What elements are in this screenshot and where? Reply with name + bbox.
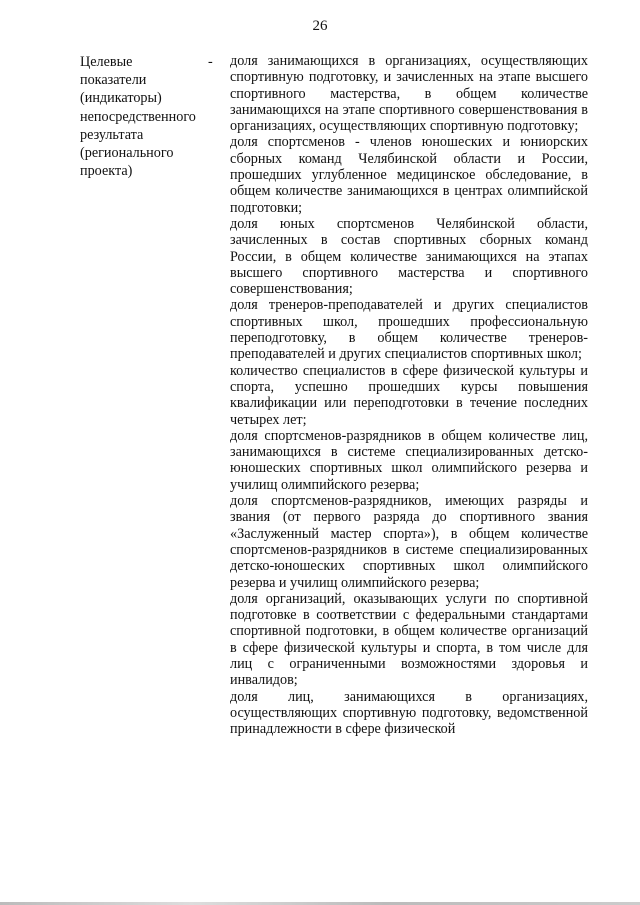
indicator-item: количество специалистов в сфере физической культуры и спорта, успешно прошедших курсы повышения квалификации или переподготовки в течение последних четырех лет;	[230, 362, 588, 428]
indicator-item: доля юных спортсменов Челябинской области, зачисленных в состав спортивных сборных команд России, в общем количестве занимающихся на этапах высшего спортивного мастерства и спортивного совершенствования;	[230, 215, 588, 298]
heading-dash: -	[208, 54, 213, 70]
heading-line: непосредственного	[80, 108, 196, 125]
indicator-item: доля лиц, занимающихся в организациях, осуществляющих спортивную подготовку, ведомственной принадлежности в сфере физической	[230, 688, 588, 738]
indicator-item: доля спортсменов-разрядников, имеющих разряды и звания (от первого разряда до спортивного звания «Заслуженный мастер спорта»), в общем количестве спортсменов-разрядников в системе специализированных детско-юношеских спортивных школ олимпийского резерва и училищ олимпийского резерва;	[230, 493, 588, 591]
indicator-item: доля тренеров-преподавателей и других специалистов спортивных школ, прошедших профессиональную переподготовку, в общем количестве тренеров-преподавателей и других специалистов спортивных школ;	[230, 297, 588, 363]
page-number: 26	[312, 18, 328, 34]
heading-line: показатели	[80, 72, 147, 89]
heading-line: Целевые	[80, 54, 133, 70]
indicator-heading	[80, 53, 208, 180]
heading-line: результата	[80, 126, 144, 143]
heading-line: (индикаторы)	[80, 90, 162, 107]
heading-line: проекта)	[80, 163, 133, 180]
indicator-item: доля спортсменов-разрядников в общем количестве лиц, занимающихся в системе специализированных детско-юношеских спортивных школ олимпийского резерва и училищ олимпийского резерва;	[230, 427, 588, 493]
heading-line: (регионального	[80, 145, 174, 162]
indicator-item: доля организаций, оказывающих услуги по спортивной подготовке в соответствии с федеральными стандартами спортивной подготовки, в общем количестве организаций в сфере физической культуры и спорта, в том числе для лиц с ограниченными возможностями здоровья и инвалидов;	[230, 590, 588, 689]
indicator-item: доля занимающихся в организациях, осуществляющих спортивную подготовку, и зачисленных на этапе высшего спортивного мастерства, в общем количестве занимающихся на этапе спортивного совершенствования в организациях, осуществляющих спортивную подготовку;	[230, 53, 588, 135]
indicator-item: доля спортсменов - членов юношеских и юниорских сборных команд Челябинской области и России, прошедших углубленное медицинское обследование, в общем количестве занимающихся в центрах олимпийской подготовки;	[230, 134, 588, 216]
indicator-list	[230, 53, 588, 737]
